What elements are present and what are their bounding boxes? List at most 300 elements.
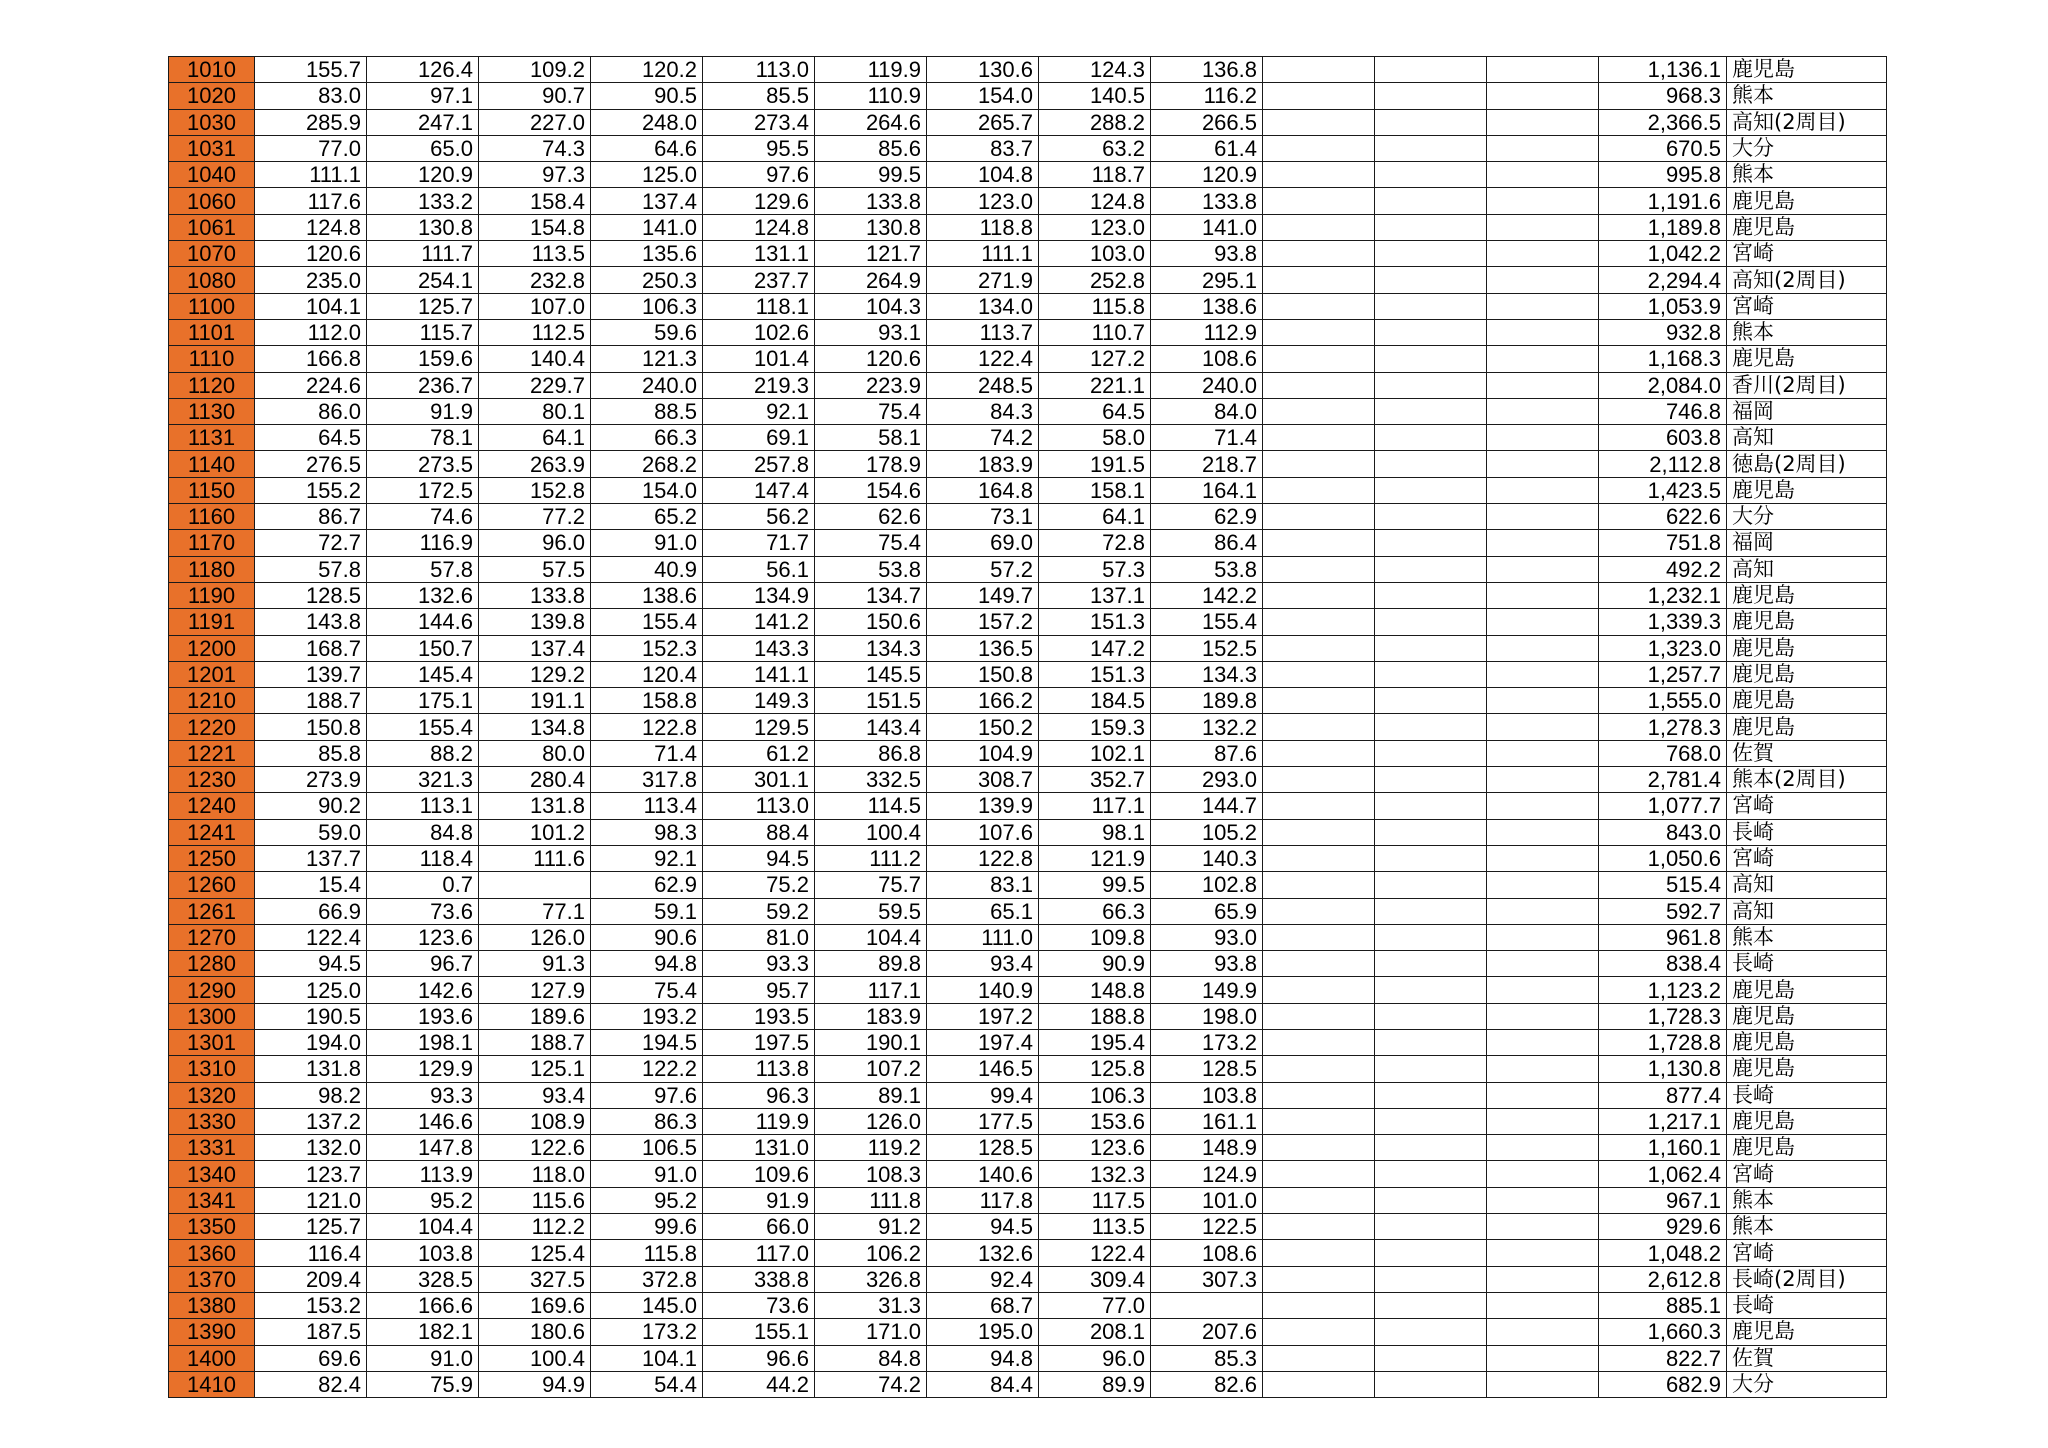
value-cell: 182.1 — [367, 1319, 479, 1345]
value-cell: 109.2 — [479, 57, 591, 83]
value-cell: 140.3 — [1151, 845, 1263, 871]
value-cell — [1487, 372, 1599, 398]
value-cell: 57.2 — [927, 556, 1039, 582]
row-id-cell: 1110 — [169, 346, 255, 372]
value-cell: 273.4 — [703, 109, 815, 135]
value-cell: 285.9 — [255, 109, 367, 135]
value-cell: 136.5 — [927, 635, 1039, 661]
value-cell: 288.2 — [1039, 109, 1151, 135]
value-cell: 189.6 — [479, 1003, 591, 1029]
place-cell: 高知(2周目) — [1727, 267, 1887, 293]
value-cell: 64.5 — [1039, 398, 1151, 424]
value-cell: 111.8 — [815, 1187, 927, 1213]
row-id-cell: 1230 — [169, 767, 255, 793]
value-cell: 107.6 — [927, 819, 1039, 845]
value-cell: 103.8 — [1151, 1082, 1263, 1108]
value-cell: 134.0 — [927, 293, 1039, 319]
table-row — [169, 451, 1887, 477]
value-cell: 89.1 — [815, 1082, 927, 1108]
value-cell: 139.9 — [927, 793, 1039, 819]
value-cell — [1375, 845, 1487, 871]
value-cell — [1487, 1187, 1599, 1213]
value-cell: 72.7 — [255, 530, 367, 556]
value-cell: 56.2 — [703, 504, 815, 530]
value-cell — [1375, 1056, 1487, 1082]
total-cell: 1,048.2 — [1599, 1240, 1727, 1266]
value-cell: 180.6 — [479, 1319, 591, 1345]
value-cell: 66.3 — [591, 425, 703, 451]
value-cell: 223.9 — [815, 372, 927, 398]
value-cell: 308.7 — [927, 767, 1039, 793]
value-cell: 132.0 — [255, 1135, 367, 1161]
total-cell: 1,077.7 — [1599, 793, 1727, 819]
value-cell: 103.8 — [367, 1240, 479, 1266]
value-cell: 109.8 — [1039, 924, 1151, 950]
place-cell: 鹿児島 — [1727, 1319, 1887, 1345]
value-cell — [1487, 398, 1599, 424]
value-cell: 31.3 — [815, 1292, 927, 1318]
total-cell: 1,728.3 — [1599, 1003, 1727, 1029]
value-cell: 93.3 — [367, 1082, 479, 1108]
place-cell: 鹿児島 — [1727, 1029, 1887, 1055]
value-cell: 301.1 — [703, 767, 815, 793]
table-row — [169, 556, 1887, 582]
table-row — [169, 977, 1887, 1003]
value-cell: 131.1 — [703, 241, 815, 267]
total-cell: 622.6 — [1599, 504, 1727, 530]
value-cell: 124.3 — [1039, 57, 1151, 83]
row-id-cell: 1101 — [169, 319, 255, 345]
place-cell: 長崎 — [1727, 1292, 1887, 1318]
value-cell: 132.2 — [1151, 714, 1263, 740]
value-cell — [1375, 1135, 1487, 1161]
value-cell: 97.3 — [479, 162, 591, 188]
value-cell: 172.5 — [367, 477, 479, 503]
value-cell: 108.6 — [1151, 346, 1263, 372]
value-cell: 57.8 — [255, 556, 367, 582]
value-cell: 85.6 — [815, 135, 927, 161]
value-cell: 86.4 — [1151, 530, 1263, 556]
value-cell: 125.7 — [367, 293, 479, 319]
value-cell: 252.8 — [1039, 267, 1151, 293]
value-cell — [1263, 1371, 1375, 1397]
row-id-cell: 1220 — [169, 714, 255, 740]
value-cell: 53.8 — [1151, 556, 1263, 582]
value-cell: 129.6 — [703, 188, 815, 214]
table-row — [169, 319, 1887, 345]
value-cell — [1487, 898, 1599, 924]
value-cell: 101.0 — [1151, 1187, 1263, 1213]
value-cell — [1487, 609, 1599, 635]
value-cell: 93.3 — [703, 951, 815, 977]
value-cell: 250.3 — [591, 267, 703, 293]
value-cell: 54.4 — [591, 1371, 703, 1397]
row-id-cell: 1270 — [169, 924, 255, 950]
value-cell: 295.1 — [1151, 267, 1263, 293]
total-cell: 1,160.1 — [1599, 1135, 1727, 1161]
value-cell: 120.6 — [815, 346, 927, 372]
value-cell — [479, 872, 591, 898]
value-cell: 141.1 — [703, 661, 815, 687]
value-cell: 82.6 — [1151, 1371, 1263, 1397]
total-cell: 1,232.1 — [1599, 582, 1727, 608]
value-cell: 127.9 — [479, 977, 591, 1003]
value-cell: 84.0 — [1151, 398, 1263, 424]
value-cell: 144.6 — [367, 609, 479, 635]
value-cell: 96.7 — [367, 951, 479, 977]
value-cell — [1487, 793, 1599, 819]
place-cell: 鹿児島 — [1727, 1135, 1887, 1161]
place-cell: 長崎 — [1727, 951, 1887, 977]
value-cell — [1487, 477, 1599, 503]
value-cell: 122.8 — [927, 845, 1039, 871]
place-cell: 大分 — [1727, 135, 1887, 161]
value-cell: 90.5 — [591, 83, 703, 109]
value-cell — [1375, 767, 1487, 793]
value-cell: 128.5 — [1151, 1056, 1263, 1082]
value-cell — [1375, 1029, 1487, 1055]
total-cell: 492.2 — [1599, 556, 1727, 582]
value-cell: 149.9 — [1151, 977, 1263, 1003]
value-cell: 141.0 — [591, 214, 703, 240]
value-cell: 257.8 — [703, 451, 815, 477]
value-cell: 224.6 — [255, 372, 367, 398]
place-cell: 宮崎 — [1727, 1240, 1887, 1266]
value-cell: 154.0 — [927, 83, 1039, 109]
value-cell: 120.2 — [591, 57, 703, 83]
value-cell: 155.1 — [703, 1319, 815, 1345]
value-cell: 177.5 — [927, 1108, 1039, 1134]
value-cell: 227.0 — [479, 109, 591, 135]
place-cell: 長崎(2周目) — [1727, 1266, 1887, 1292]
value-cell: 77.2 — [479, 504, 591, 530]
value-cell: 173.2 — [1151, 1029, 1263, 1055]
value-cell — [1375, 582, 1487, 608]
place-cell: 鹿児島 — [1727, 688, 1887, 714]
place-cell: 熊本 — [1727, 319, 1887, 345]
value-cell: 113.8 — [703, 1056, 815, 1082]
table-row — [169, 1135, 1887, 1161]
value-cell: 129.9 — [367, 1056, 479, 1082]
value-cell: 62.9 — [591, 872, 703, 898]
table-row — [169, 582, 1887, 608]
table-row — [169, 635, 1887, 661]
row-id-cell: 1341 — [169, 1187, 255, 1213]
value-cell: 71.7 — [703, 530, 815, 556]
value-cell — [1375, 293, 1487, 319]
table-row — [169, 57, 1887, 83]
value-cell: 108.9 — [479, 1108, 591, 1134]
table-row — [169, 767, 1887, 793]
place-cell: 高知 — [1727, 556, 1887, 582]
value-cell: 65.1 — [927, 898, 1039, 924]
row-id-cell: 1030 — [169, 109, 255, 135]
value-cell: 104.3 — [815, 293, 927, 319]
value-cell: 140.4 — [479, 346, 591, 372]
value-cell: 117.6 — [255, 188, 367, 214]
place-cell: 熊本 — [1727, 83, 1887, 109]
value-cell: 143.4 — [815, 714, 927, 740]
value-cell: 317.8 — [591, 767, 703, 793]
value-cell: 207.6 — [1151, 1319, 1263, 1345]
total-cell: 995.8 — [1599, 162, 1727, 188]
value-cell — [1263, 188, 1375, 214]
value-cell: 152.3 — [591, 635, 703, 661]
value-cell: 121.7 — [815, 241, 927, 267]
value-cell: 129.2 — [479, 661, 591, 687]
value-cell: 125.7 — [255, 1214, 367, 1240]
value-cell: 59.6 — [591, 319, 703, 345]
value-cell: 64.6 — [591, 135, 703, 161]
value-cell: 15.4 — [255, 872, 367, 898]
total-cell: 1,130.8 — [1599, 1056, 1727, 1082]
value-cell: 143.8 — [255, 609, 367, 635]
row-id-cell: 1131 — [169, 425, 255, 451]
value-cell: 148.9 — [1151, 1135, 1263, 1161]
value-cell: 96.0 — [1039, 1345, 1151, 1371]
total-cell: 822.7 — [1599, 1345, 1727, 1371]
value-cell — [1375, 924, 1487, 950]
value-cell: 123.6 — [367, 924, 479, 950]
value-cell: 113.4 — [591, 793, 703, 819]
value-cell: 94.5 — [927, 1214, 1039, 1240]
total-cell: 1,042.2 — [1599, 241, 1727, 267]
value-cell — [1487, 845, 1599, 871]
value-cell: 326.8 — [815, 1266, 927, 1292]
value-cell: 164.8 — [927, 477, 1039, 503]
value-cell: 122.2 — [591, 1056, 703, 1082]
value-cell — [1487, 109, 1599, 135]
place-cell: 鹿児島 — [1727, 57, 1887, 83]
row-id-cell: 1140 — [169, 451, 255, 477]
place-cell: 熊本 — [1727, 162, 1887, 188]
value-cell: 106.2 — [815, 1240, 927, 1266]
value-cell: 83.7 — [927, 135, 1039, 161]
total-cell: 1,053.9 — [1599, 293, 1727, 319]
value-cell: 209.4 — [255, 1266, 367, 1292]
value-cell: 104.1 — [591, 1345, 703, 1371]
value-cell: 40.9 — [591, 556, 703, 582]
value-cell: 66.0 — [703, 1214, 815, 1240]
value-cell: 96.3 — [703, 1082, 815, 1108]
value-cell: 161.1 — [1151, 1108, 1263, 1134]
value-cell — [1375, 241, 1487, 267]
value-cell: 119.2 — [815, 1135, 927, 1161]
value-cell: 273.5 — [367, 451, 479, 477]
place-cell: 鹿児島 — [1727, 188, 1887, 214]
value-cell: 75.4 — [815, 530, 927, 556]
value-cell — [1375, 83, 1487, 109]
value-cell: 142.6 — [367, 977, 479, 1003]
place-cell: 鹿児島 — [1727, 1003, 1887, 1029]
value-cell — [1487, 530, 1599, 556]
value-cell: 236.7 — [367, 372, 479, 398]
value-cell: 122.8 — [591, 714, 703, 740]
row-id-cell: 1040 — [169, 162, 255, 188]
value-cell: 120.4 — [591, 661, 703, 687]
value-cell: 113.5 — [479, 241, 591, 267]
value-cell — [1151, 1292, 1263, 1318]
value-cell: 140.5 — [1039, 83, 1151, 109]
value-cell: 328.5 — [367, 1266, 479, 1292]
value-cell: 63.2 — [1039, 135, 1151, 161]
value-cell: 74.2 — [927, 425, 1039, 451]
value-cell — [1487, 1029, 1599, 1055]
total-cell: 1,323.0 — [1599, 635, 1727, 661]
value-cell: 59.5 — [815, 898, 927, 924]
value-cell — [1263, 530, 1375, 556]
value-cell — [1487, 1240, 1599, 1266]
value-cell: 219.3 — [703, 372, 815, 398]
value-cell: 71.4 — [1151, 425, 1263, 451]
total-cell: 967.1 — [1599, 1187, 1727, 1213]
value-cell: 116.9 — [367, 530, 479, 556]
total-cell: 1,123.2 — [1599, 977, 1727, 1003]
value-cell: 86.3 — [591, 1108, 703, 1134]
value-cell: 112.9 — [1151, 319, 1263, 345]
total-cell: 1,555.0 — [1599, 688, 1727, 714]
value-cell: 166.2 — [927, 688, 1039, 714]
value-cell — [1487, 83, 1599, 109]
table-row — [169, 1345, 1887, 1371]
value-cell — [1375, 1187, 1487, 1213]
value-cell: 229.7 — [479, 372, 591, 398]
place-cell: 高知 — [1727, 425, 1887, 451]
total-cell: 682.9 — [1599, 1371, 1727, 1397]
value-cell: 143.3 — [703, 635, 815, 661]
row-id-cell: 1310 — [169, 1056, 255, 1082]
total-cell: 515.4 — [1599, 872, 1727, 898]
table-body — [169, 57, 1887, 1398]
value-cell: 157.2 — [927, 609, 1039, 635]
value-cell: 113.0 — [703, 793, 815, 819]
value-cell: 75.7 — [815, 872, 927, 898]
value-cell: 93.8 — [1151, 241, 1263, 267]
table-row — [169, 898, 1887, 924]
place-cell: 鹿児島 — [1727, 609, 1887, 635]
value-cell: 99.5 — [1039, 872, 1151, 898]
value-cell: 118.7 — [1039, 162, 1151, 188]
value-cell — [1263, 1187, 1375, 1213]
place-cell: 熊本 — [1727, 924, 1887, 950]
row-id-cell: 1190 — [169, 582, 255, 608]
value-cell: 247.1 — [367, 109, 479, 135]
table-row — [169, 398, 1887, 424]
value-cell: 108.3 — [815, 1161, 927, 1187]
value-cell: 190.5 — [255, 1003, 367, 1029]
row-id-cell: 1250 — [169, 845, 255, 871]
value-cell — [1263, 793, 1375, 819]
value-cell: 78.1 — [367, 425, 479, 451]
total-cell: 932.8 — [1599, 319, 1727, 345]
value-cell: 61.4 — [1151, 135, 1263, 161]
value-cell: 58.0 — [1039, 425, 1151, 451]
value-cell: 126.0 — [815, 1108, 927, 1134]
table-row — [169, 241, 1887, 267]
value-cell: 97.6 — [703, 162, 815, 188]
value-cell — [1263, 582, 1375, 608]
value-cell — [1487, 1214, 1599, 1240]
place-cell: 宮崎 — [1727, 241, 1887, 267]
value-cell: 111.1 — [255, 162, 367, 188]
total-cell: 2,781.4 — [1599, 767, 1727, 793]
value-cell — [1487, 1056, 1599, 1082]
value-cell: 188.8 — [1039, 1003, 1151, 1029]
value-cell: 126.0 — [479, 924, 591, 950]
total-cell: 2,612.8 — [1599, 1266, 1727, 1292]
value-cell — [1375, 135, 1487, 161]
value-cell: 56.1 — [703, 556, 815, 582]
value-cell: 221.1 — [1039, 372, 1151, 398]
value-cell: 169.6 — [479, 1292, 591, 1318]
value-cell: 132.3 — [1039, 1161, 1151, 1187]
value-cell: 105.2 — [1151, 819, 1263, 845]
value-cell — [1487, 740, 1599, 766]
table-row — [169, 162, 1887, 188]
value-cell: 93.4 — [927, 951, 1039, 977]
value-cell: 123.0 — [927, 188, 1039, 214]
value-cell — [1263, 767, 1375, 793]
value-cell — [1487, 135, 1599, 161]
value-cell: 276.5 — [255, 451, 367, 477]
total-cell: 877.4 — [1599, 1082, 1727, 1108]
value-cell — [1263, 241, 1375, 267]
value-cell: 150.7 — [367, 635, 479, 661]
value-cell — [1263, 1345, 1375, 1371]
value-cell: 116.4 — [255, 1240, 367, 1266]
place-cell: 宮崎 — [1727, 845, 1887, 871]
table-row — [169, 1108, 1887, 1134]
value-cell — [1375, 188, 1487, 214]
value-cell: 112.5 — [479, 319, 591, 345]
row-id-cell: 1150 — [169, 477, 255, 503]
place-cell: 佐賀 — [1727, 740, 1887, 766]
value-cell: 159.3 — [1039, 714, 1151, 740]
value-cell: 104.4 — [815, 924, 927, 950]
place-cell: 長崎 — [1727, 819, 1887, 845]
value-cell — [1487, 714, 1599, 740]
value-cell: 122.6 — [479, 1135, 591, 1161]
value-cell — [1487, 924, 1599, 950]
value-cell — [1263, 398, 1375, 424]
value-cell — [1487, 1292, 1599, 1318]
row-id-cell: 1180 — [169, 556, 255, 582]
value-cell: 84.3 — [927, 398, 1039, 424]
place-cell: 鹿児島 — [1727, 477, 1887, 503]
value-cell: 125.8 — [1039, 1056, 1151, 1082]
value-cell: 166.6 — [367, 1292, 479, 1318]
table-row — [169, 872, 1887, 898]
value-cell: 134.7 — [815, 582, 927, 608]
value-cell — [1487, 661, 1599, 687]
value-cell: 149.7 — [927, 582, 1039, 608]
value-cell — [1487, 1345, 1599, 1371]
value-cell — [1375, 530, 1487, 556]
value-cell: 66.3 — [1039, 898, 1151, 924]
value-cell: 235.0 — [255, 267, 367, 293]
value-cell: 116.2 — [1151, 83, 1263, 109]
value-cell — [1487, 767, 1599, 793]
value-cell: 132.6 — [367, 582, 479, 608]
total-cell: 1,257.7 — [1599, 661, 1727, 687]
place-cell: 熊本 — [1727, 1214, 1887, 1240]
table-row — [169, 1029, 1887, 1055]
table-row — [169, 1266, 1887, 1292]
value-cell: 77.0 — [1039, 1292, 1151, 1318]
value-cell: 87.6 — [1151, 740, 1263, 766]
row-id-cell: 1290 — [169, 977, 255, 1003]
total-cell: 1,278.3 — [1599, 714, 1727, 740]
